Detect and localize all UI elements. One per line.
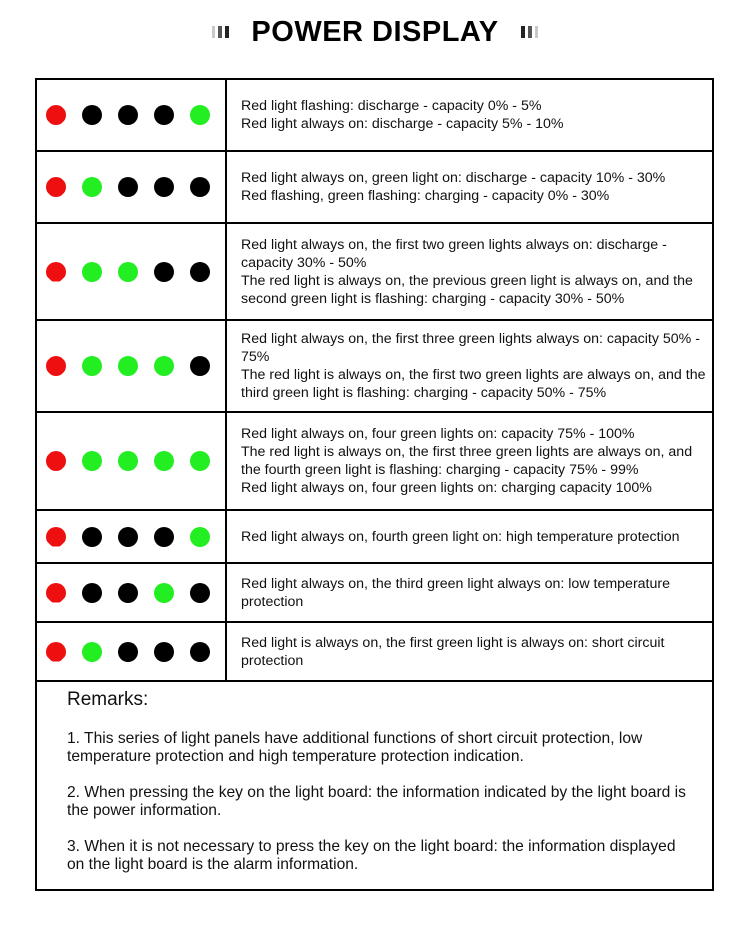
green-led-icon bbox=[190, 527, 210, 547]
description-line: Red light always on, fourth green light on: high temperature protection bbox=[241, 528, 680, 545]
description-line: Red light always on, green light on: discharge - capacity 10% - 30% bbox=[241, 170, 666, 186]
black-led-icon bbox=[190, 356, 210, 376]
black-led-icon bbox=[118, 583, 138, 603]
led-indicator-group bbox=[37, 262, 225, 282]
description-cell bbox=[226, 79, 713, 151]
black-led-icon bbox=[154, 262, 174, 282]
description-line: Red flashing, green flashing: charging - capacity 0% - 30% bbox=[241, 188, 610, 204]
description-cell bbox=[226, 412, 713, 510]
page-title: POWER DISPLAY bbox=[251, 15, 499, 48]
description-cell bbox=[226, 223, 713, 320]
remarks-title: Remarks: bbox=[67, 689, 149, 710]
green-led-icon bbox=[154, 583, 174, 603]
description-cell bbox=[226, 151, 713, 223]
led-indicator-group bbox=[37, 451, 225, 471]
black-led-icon bbox=[154, 642, 174, 662]
green-led-icon bbox=[118, 356, 138, 376]
description-line: The red light is always on, the previous green light is always on, and the second green light is flashing: charging - capacity 30% - 50% bbox=[241, 272, 693, 307]
left-decoration bbox=[212, 26, 229, 38]
table-row bbox=[36, 320, 713, 412]
led-indicator-group bbox=[37, 356, 225, 376]
led-cell bbox=[36, 320, 226, 412]
table-row bbox=[36, 79, 713, 151]
table-row bbox=[36, 563, 713, 622]
led-cell bbox=[36, 151, 226, 223]
led-cell bbox=[36, 510, 226, 563]
black-led-icon bbox=[190, 262, 210, 282]
green-led-icon bbox=[82, 177, 102, 197]
black-led-icon bbox=[154, 177, 174, 197]
description-line: The red light is always on, the first two green lights are always on, and the third green light is flashing: charging - capacity 50% - 75% bbox=[241, 367, 706, 401]
description-line: Red light always on, four green lights on: capacity 75% - 100% bbox=[241, 426, 635, 442]
black-led-icon bbox=[118, 642, 138, 662]
description-line: The red light is always on, the first three green lights are always on, and the fourth green light is flashing: charging - capacity 75% - 99% bbox=[241, 444, 693, 478]
red-led-icon bbox=[46, 177, 66, 197]
table-row bbox=[36, 622, 713, 681]
led-cell bbox=[36, 563, 226, 622]
description-line: Red light always on, the third green light always on: low temperature protection bbox=[241, 575, 671, 610]
green-led-icon bbox=[154, 451, 174, 471]
description-cell bbox=[226, 320, 713, 412]
led-indicator-group bbox=[37, 642, 225, 662]
green-led-icon bbox=[118, 451, 138, 471]
led-cell bbox=[36, 223, 226, 320]
red-led-icon bbox=[46, 451, 66, 471]
remark-item: 2. When pressing the key on the light board: the information indicated by the light board is the power information. bbox=[67, 784, 686, 819]
led-cell bbox=[36, 412, 226, 510]
led-indicator-group bbox=[37, 105, 225, 125]
right-decoration bbox=[521, 26, 538, 38]
red-led-icon bbox=[46, 105, 66, 125]
power-display-table bbox=[35, 78, 714, 682]
black-led-icon bbox=[190, 177, 210, 197]
table-row bbox=[36, 223, 713, 320]
black-led-icon bbox=[154, 105, 174, 125]
black-led-icon bbox=[82, 105, 102, 125]
remark-item: 3. When it is not necessary to press the key on the light board: the information displayed on the light board is the alarm information. bbox=[67, 838, 676, 873]
table-row bbox=[36, 151, 713, 223]
black-led-icon bbox=[190, 583, 210, 603]
description-line: Red light always on, the first three green lights always on: capacity 50% - 75% bbox=[241, 331, 700, 365]
red-led-icon bbox=[46, 527, 66, 547]
green-led-icon bbox=[190, 105, 210, 125]
remark-item: 1. This series of light panels have additional functions of short circuit protection, low temperature protection and high temperature protection indication. bbox=[67, 730, 643, 765]
green-led-icon bbox=[82, 451, 102, 471]
header bbox=[0, 10, 750, 54]
red-led-icon bbox=[46, 642, 66, 662]
green-led-icon bbox=[82, 642, 102, 662]
table-row bbox=[36, 510, 713, 563]
black-led-icon bbox=[118, 105, 138, 125]
description-line: Red light always on, the first two green lights always on: discharge - capacity 30% - 50% bbox=[241, 236, 667, 271]
black-led-icon bbox=[82, 527, 102, 547]
led-indicator-group bbox=[37, 527, 225, 547]
description-cell bbox=[226, 563, 713, 622]
black-led-icon bbox=[82, 583, 102, 603]
description-cell bbox=[226, 622, 713, 681]
table-row bbox=[36, 412, 713, 510]
green-led-icon bbox=[82, 356, 102, 376]
led-indicator-group bbox=[37, 177, 225, 197]
red-led-icon bbox=[46, 583, 66, 603]
green-led-icon bbox=[82, 262, 102, 282]
black-led-icon bbox=[118, 527, 138, 547]
black-led-icon bbox=[154, 527, 174, 547]
black-led-icon bbox=[118, 177, 138, 197]
led-cell bbox=[36, 79, 226, 151]
red-led-icon bbox=[46, 356, 66, 376]
description-line: Red light is always on, the first green light is always on: short circuit protection bbox=[241, 634, 665, 669]
led-cell bbox=[36, 622, 226, 681]
red-led-icon bbox=[46, 262, 66, 282]
green-led-icon bbox=[190, 451, 210, 471]
remarks-box bbox=[35, 680, 714, 891]
description-line: Red light always on, four green lights on: charging capacity 100% bbox=[241, 480, 652, 496]
led-indicator-group bbox=[37, 583, 225, 603]
green-led-icon bbox=[154, 356, 174, 376]
description-line: Red light flashing: discharge - capacity 0% - 5% bbox=[241, 98, 542, 114]
description-line: Red light always on: discharge - capacity 5% - 10% bbox=[241, 116, 564, 132]
description-cell bbox=[226, 510, 713, 563]
green-led-icon bbox=[118, 262, 138, 282]
black-led-icon bbox=[190, 642, 210, 662]
